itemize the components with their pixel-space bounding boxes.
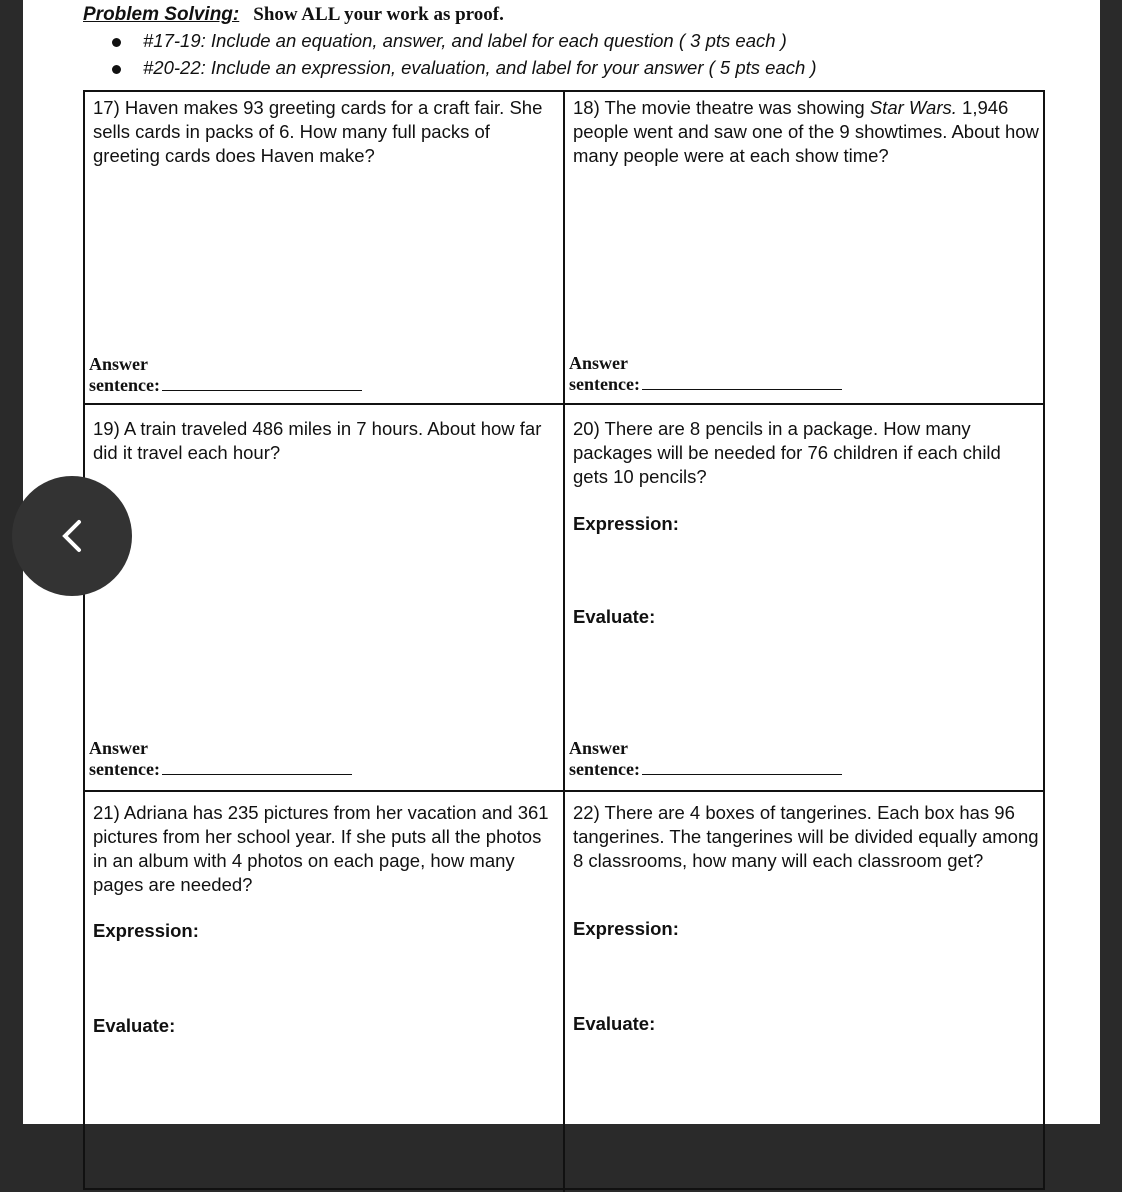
- instruction-bullet: #17-19: Include an equation, answer, and label for each question ( 3 pts each ): [112, 30, 787, 52]
- problem-20: 20) There are 8 pencils in a package. How many packages will be needed for 76 children if each child gets 10 pencils? Expression: Evaluate: Answer sentence:: [565, 405, 1045, 792]
- problem-19: 19) A train traveled 486 miles in 7 hours. About how far did it travel each hour? Answer sentence:: [85, 405, 565, 792]
- answer-sentence: Answer sentence:: [89, 738, 352, 780]
- section-title: Problem Solving:: [83, 4, 240, 25]
- back-button[interactable]: [12, 476, 132, 596]
- instruction-bullet: #20-22: Include an expression, evaluation, and label for your answer ( 5 pts each ): [112, 57, 817, 79]
- answer-sentence: Answer sentence:: [569, 353, 842, 395]
- problem-22: 22) There are 4 boxes of tangerines. Each box has 96 tangerines. The tangerines will be divided equally among 8 classrooms, how many will each classroom get? Expression: Evaluate:: [573, 802, 1039, 1034]
- answer-sentence: Answer sentence:: [89, 354, 362, 396]
- section-subtitle: Show ALL your work as proof.: [253, 4, 504, 25]
- header: [83, 4, 504, 26]
- chevron-left-icon: [52, 516, 92, 556]
- problem-18: 18) The movie theatre was showing Star Wars. 1,946 people went and saw one of the 9 showtimes. About how many people were at each show time? Answer sentence:: [565, 92, 1045, 405]
- problem-table: [83, 90, 1045, 1190]
- right-margin: [1100, 0, 1122, 1124]
- problem-17: 17) Haven makes 93 greeting cards for a craft fair. She sells cards in packs of 6. How many full packs of greeting cards does Haven make? Answer sentence:: [85, 92, 565, 405]
- answer-sentence: Answer sentence:: [569, 738, 842, 780]
- problem-21: 21) Adriana has 235 pictures from her vacation and 361 pictures from her school year. If she puts all the photos in an album with 4 photos on each page, how many pages are needed? Expression: Evaluate:: [85, 792, 565, 1192]
